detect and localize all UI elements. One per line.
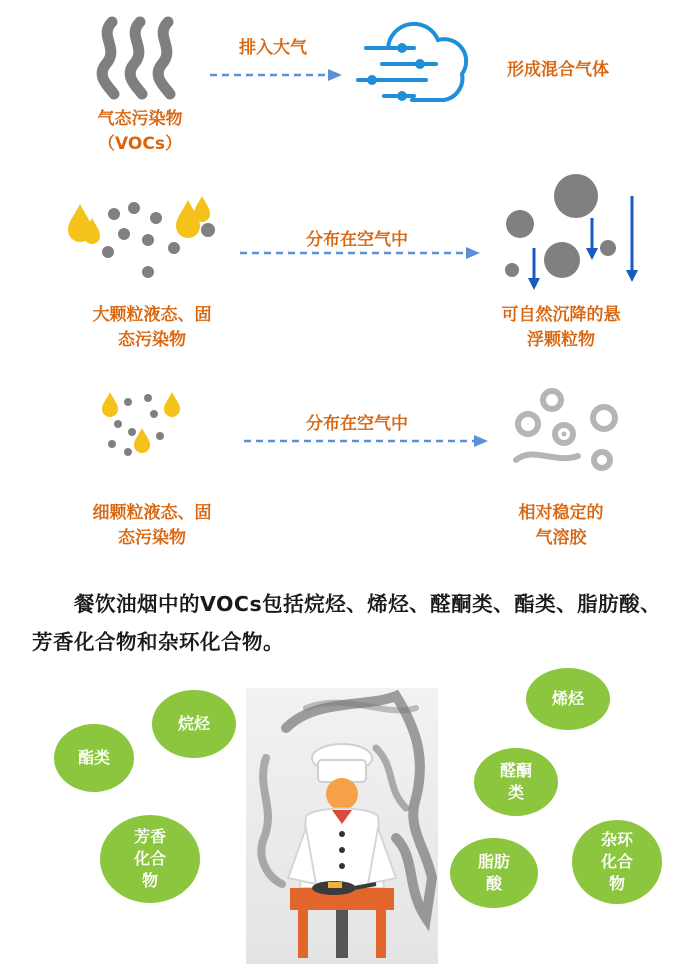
bubble-aromatic: 芳香 化合 物 xyxy=(100,815,200,903)
arrow-label-distribute-1: 分布在空气中 xyxy=(306,230,408,250)
bubble-heterocyclic: 杂环 化合 物 xyxy=(572,820,662,904)
chef-cooking-illustration xyxy=(246,688,438,964)
aerosol-icon xyxy=(512,386,622,472)
result-label-mixed-gas: 形成混合气体 xyxy=(507,60,609,80)
bubble-alkene: 烯烃 xyxy=(526,668,610,730)
source-label-gas: 气态污染物 （VOCs） xyxy=(97,109,183,154)
dashed-arrow-3 xyxy=(244,434,494,448)
bubble-fatty-acid: 脂肪 酸 xyxy=(450,838,538,908)
large-particles-icon xyxy=(62,196,222,288)
mixed-gas-cloud-icon xyxy=(352,18,472,118)
vocs-description-paragraph: 餐饮油烟中的VOCs包括烷烃、烯烃、醛酮类、酯类、脂肪酸、芳香化合物和杂环化合物。 xyxy=(32,592,662,654)
arrow-label-emit: 排入大气 xyxy=(239,38,307,58)
source-label-fine: 细颗粒液态、固 态污染物 xyxy=(92,503,212,548)
bubble-alkane: 烷烃 xyxy=(152,690,236,758)
source-label-large: 大颗粒液态、固 态污染物 xyxy=(92,305,212,350)
result-label-aerosol: 相对稳定的 气溶胶 xyxy=(518,503,604,548)
fine-particles-icon xyxy=(98,392,188,464)
settling-particles-icon xyxy=(496,172,646,292)
vapor-icon xyxy=(90,18,190,98)
result-label-settling: 可自然沉降的悬 浮颗粒物 xyxy=(501,305,621,350)
arrow-label-distribute-2: 分布在空气中 xyxy=(306,414,408,434)
dashed-arrow-2 xyxy=(240,246,485,260)
bubble-ester: 酯类 xyxy=(54,724,134,792)
dashed-arrow-1 xyxy=(210,68,345,82)
bubble-aldehyde-ketone: 醛酮 类 xyxy=(474,748,558,816)
